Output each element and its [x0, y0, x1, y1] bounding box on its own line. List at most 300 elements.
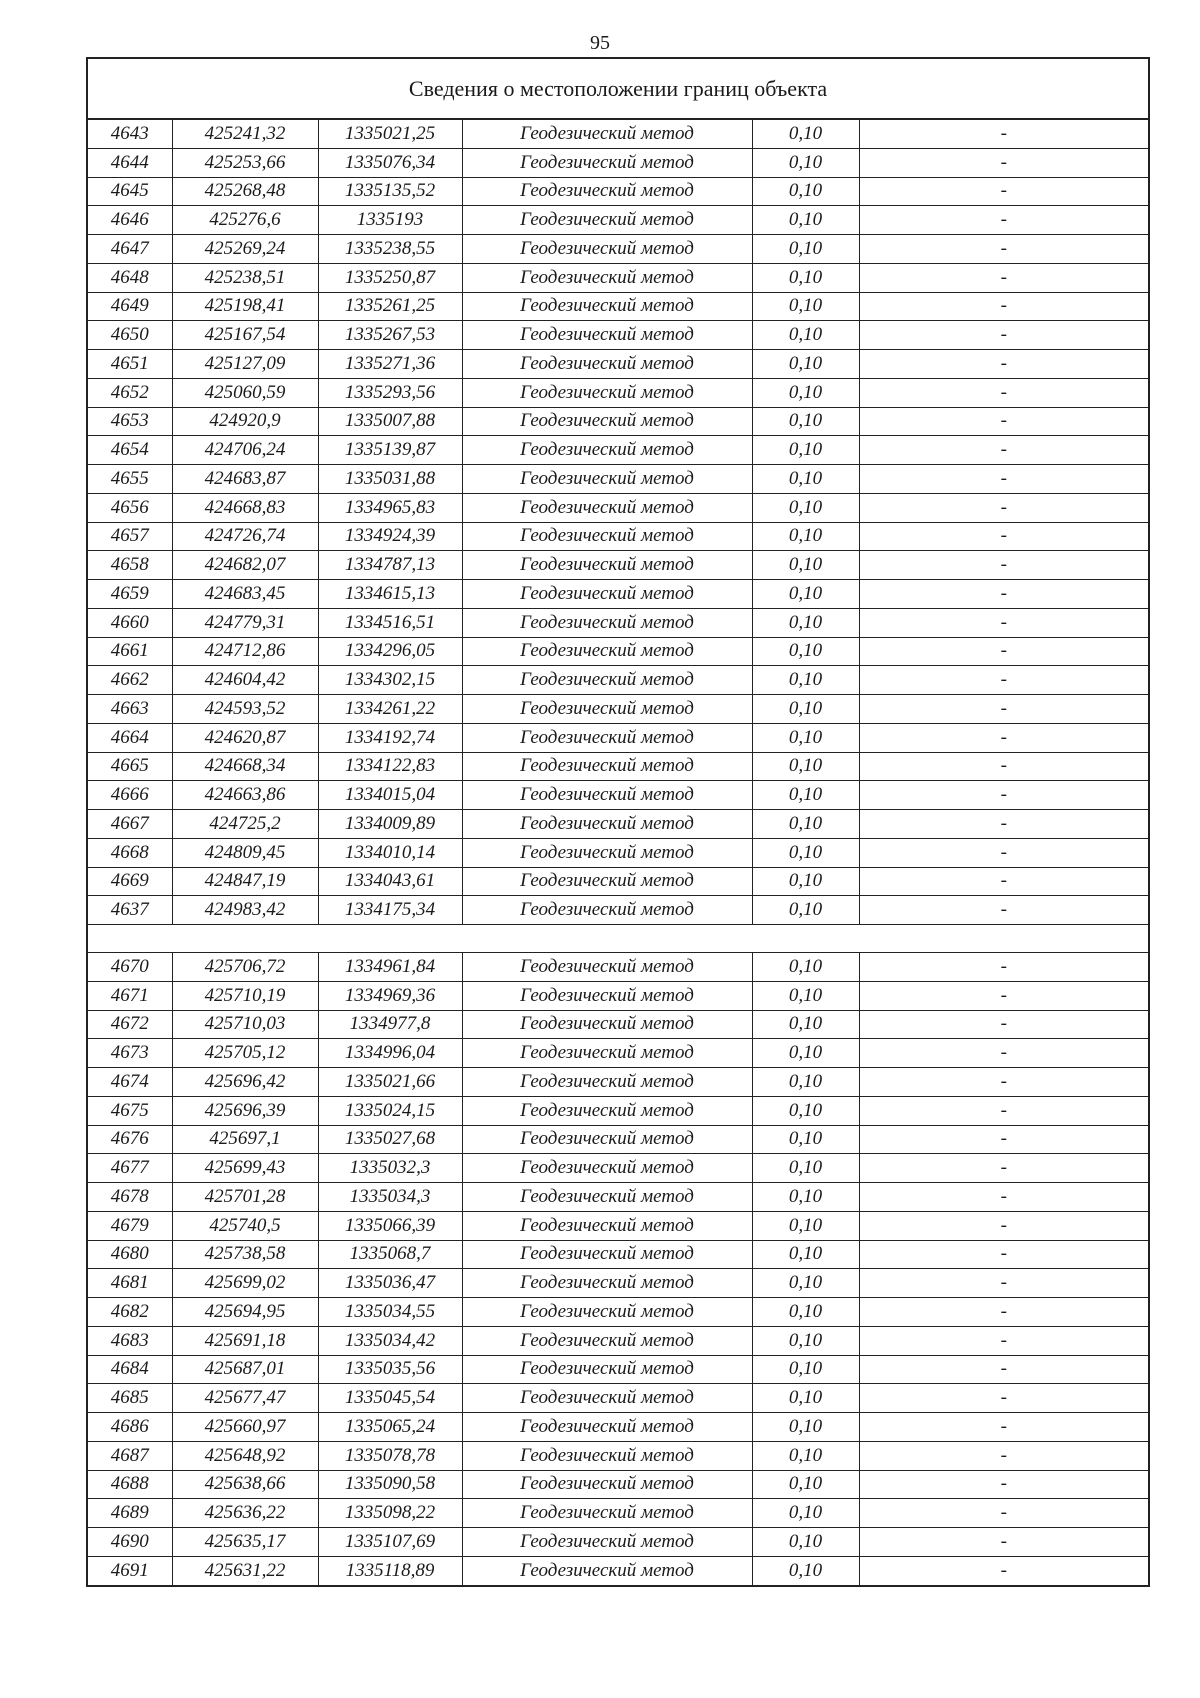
- accuracy-cell: 0,10: [752, 292, 859, 321]
- x-coordinate-cell: 425127,09: [172, 350, 318, 379]
- point-number-cell: 4665: [87, 752, 172, 781]
- method-cell: Геодезический метод: [462, 350, 752, 379]
- method-cell: Геодезический метод: [462, 953, 752, 982]
- method-cell: Геодезический метод: [462, 1556, 752, 1585]
- method-cell: Геодезический метод: [462, 119, 752, 148]
- x-coordinate-cell: 425687,01: [172, 1355, 318, 1384]
- description-cell: -: [859, 436, 1149, 465]
- table-row: [87, 1556, 1149, 1585]
- description-cell: -: [859, 752, 1149, 781]
- x-coordinate-cell: 425660,97: [172, 1413, 318, 1442]
- description-cell: -: [859, 1068, 1149, 1097]
- y-coordinate-cell: 1335032,3: [318, 1154, 462, 1183]
- y-coordinate-cell: 1335034,55: [318, 1298, 462, 1327]
- point-number-cell: 4675: [87, 1096, 172, 1125]
- y-coordinate-cell: 1335034,3: [318, 1183, 462, 1212]
- method-cell: Геодезический метод: [462, 637, 752, 666]
- method-cell: Геодезический метод: [462, 752, 752, 781]
- method-cell: Геодезический метод: [462, 1355, 752, 1384]
- method-cell: Геодезический метод: [462, 436, 752, 465]
- table-row: [87, 465, 1149, 494]
- table-row: [87, 263, 1149, 292]
- accuracy-cell: 0,10: [752, 953, 859, 982]
- x-coordinate-cell: 424593,52: [172, 695, 318, 724]
- description-cell: -: [859, 1384, 1149, 1413]
- table-row: [87, 1240, 1149, 1269]
- accuracy-cell: 0,10: [752, 1154, 859, 1183]
- table-row: [87, 522, 1149, 551]
- accuracy-cell: 0,10: [752, 1441, 859, 1470]
- accuracy-cell: 0,10: [752, 1010, 859, 1039]
- table-row: [87, 1183, 1149, 1212]
- table-row: [87, 1125, 1149, 1154]
- x-coordinate-cell: 424668,83: [172, 493, 318, 522]
- point-number-cell: 4669: [87, 867, 172, 896]
- accuracy-cell: 0,10: [752, 810, 859, 839]
- point-number-cell: 4660: [87, 608, 172, 637]
- description-cell: -: [859, 1298, 1149, 1327]
- description-cell: -: [859, 637, 1149, 666]
- y-coordinate-cell: 1334977,8: [318, 1010, 462, 1039]
- table-row: [87, 608, 1149, 637]
- method-cell: Геодезический метод: [462, 1413, 752, 1442]
- y-coordinate-cell: 1335031,88: [318, 465, 462, 494]
- y-coordinate-cell: 1335090,58: [318, 1470, 462, 1499]
- x-coordinate-cell: 425269,24: [172, 235, 318, 264]
- description-cell: -: [859, 378, 1149, 407]
- y-coordinate-cell: 1334302,15: [318, 666, 462, 695]
- y-coordinate-cell: 1335021,25: [318, 119, 462, 148]
- x-coordinate-cell: 425740,5: [172, 1211, 318, 1240]
- y-coordinate-cell: 1335293,56: [318, 378, 462, 407]
- x-coordinate-cell: 425635,17: [172, 1528, 318, 1557]
- method-cell: Геодезический метод: [462, 810, 752, 839]
- y-coordinate-cell: 1334175,34: [318, 896, 462, 925]
- point-number-cell: 4647: [87, 235, 172, 264]
- x-coordinate-cell: 425198,41: [172, 292, 318, 321]
- table-row: [87, 1096, 1149, 1125]
- y-coordinate-cell: 1335078,78: [318, 1441, 462, 1470]
- table-row: [87, 580, 1149, 609]
- method-cell: Геодезический метод: [462, 1298, 752, 1327]
- x-coordinate-cell: 424706,24: [172, 436, 318, 465]
- x-coordinate-cell: 424983,42: [172, 896, 318, 925]
- table-row: [87, 1355, 1149, 1384]
- y-coordinate-cell: 1334122,83: [318, 752, 462, 781]
- method-cell: Геодезический метод: [462, 465, 752, 494]
- method-cell: Геодезический метод: [462, 1039, 752, 1068]
- x-coordinate-cell: 424682,07: [172, 551, 318, 580]
- group-separator-cell: [87, 925, 1149, 953]
- method-cell: Геодезический метод: [462, 981, 752, 1010]
- accuracy-cell: 0,10: [752, 1413, 859, 1442]
- accuracy-cell: 0,10: [752, 1211, 859, 1240]
- method-cell: Геодезический метод: [462, 608, 752, 637]
- description-cell: -: [859, 1470, 1149, 1499]
- x-coordinate-cell: 424809,45: [172, 838, 318, 867]
- x-coordinate-cell: 425636,22: [172, 1499, 318, 1528]
- accuracy-cell: 0,10: [752, 263, 859, 292]
- accuracy-cell: 0,10: [752, 580, 859, 609]
- description-cell: -: [859, 953, 1149, 982]
- description-cell: -: [859, 580, 1149, 609]
- y-coordinate-cell: 1335066,39: [318, 1211, 462, 1240]
- description-cell: -: [859, 1499, 1149, 1528]
- description-cell: -: [859, 723, 1149, 752]
- y-coordinate-cell: 1334969,36: [318, 981, 462, 1010]
- y-coordinate-cell: 1335007,88: [318, 407, 462, 436]
- table-row: [87, 752, 1149, 781]
- method-cell: Геодезический метод: [462, 407, 752, 436]
- table-title-row: [87, 58, 1149, 119]
- point-number-cell: 4677: [87, 1154, 172, 1183]
- accuracy-cell: 0,10: [752, 177, 859, 206]
- x-coordinate-cell: 425694,95: [172, 1298, 318, 1327]
- accuracy-cell: 0,10: [752, 1183, 859, 1212]
- description-cell: -: [859, 1183, 1149, 1212]
- point-number-cell: 4690: [87, 1528, 172, 1557]
- accuracy-cell: 0,10: [752, 551, 859, 580]
- accuracy-cell: 0,10: [752, 1125, 859, 1154]
- x-coordinate-cell: 424726,74: [172, 522, 318, 551]
- table-row: [87, 781, 1149, 810]
- accuracy-cell: 0,10: [752, 896, 859, 925]
- y-coordinate-cell: 1335036,47: [318, 1269, 462, 1298]
- point-number-cell: 4667: [87, 810, 172, 839]
- y-coordinate-cell: 1334043,61: [318, 867, 462, 896]
- table-row: [87, 810, 1149, 839]
- description-cell: -: [859, 350, 1149, 379]
- method-cell: Геодезический метод: [462, 1125, 752, 1154]
- y-coordinate-cell: 1335193: [318, 206, 462, 235]
- group-separator-row: [87, 925, 1149, 953]
- accuracy-cell: 0,10: [752, 1039, 859, 1068]
- accuracy-cell: 0,10: [752, 465, 859, 494]
- table-row: [87, 1441, 1149, 1470]
- x-coordinate-cell: 425060,59: [172, 378, 318, 407]
- y-coordinate-cell: 1334924,39: [318, 522, 462, 551]
- method-cell: Геодезический метод: [462, 1441, 752, 1470]
- point-number-cell: 4650: [87, 321, 172, 350]
- table-row: [87, 551, 1149, 580]
- method-cell: Геодезический метод: [462, 1068, 752, 1097]
- accuracy-cell: 0,10: [752, 981, 859, 1010]
- x-coordinate-cell: 425648,92: [172, 1441, 318, 1470]
- y-coordinate-cell: 1335034,42: [318, 1326, 462, 1355]
- point-number-cell: 4686: [87, 1413, 172, 1442]
- y-coordinate-cell: 1335024,15: [318, 1096, 462, 1125]
- point-number-cell: 4666: [87, 781, 172, 810]
- accuracy-cell: 0,10: [752, 1096, 859, 1125]
- method-cell: Геодезический метод: [462, 1010, 752, 1039]
- method-cell: Геодезический метод: [462, 1528, 752, 1557]
- accuracy-cell: 0,10: [752, 350, 859, 379]
- x-coordinate-cell: 425710,03: [172, 1010, 318, 1039]
- table-row: [87, 493, 1149, 522]
- point-number-cell: 4672: [87, 1010, 172, 1039]
- x-coordinate-cell: 425697,1: [172, 1125, 318, 1154]
- description-cell: -: [859, 666, 1149, 695]
- table-row: [87, 723, 1149, 752]
- point-number-cell: 4651: [87, 350, 172, 379]
- table-row: [87, 292, 1149, 321]
- accuracy-cell: 0,10: [752, 378, 859, 407]
- y-coordinate-cell: 1334615,13: [318, 580, 462, 609]
- point-number-cell: 4655: [87, 465, 172, 494]
- boundary-table-container: [86, 57, 1148, 1587]
- description-cell: -: [859, 148, 1149, 177]
- description-cell: -: [859, 235, 1149, 264]
- point-number-cell: 4649: [87, 292, 172, 321]
- x-coordinate-cell: 425253,66: [172, 148, 318, 177]
- table-row: [87, 407, 1149, 436]
- method-cell: Геодезический метод: [462, 378, 752, 407]
- y-coordinate-cell: 1334996,04: [318, 1039, 462, 1068]
- description-cell: -: [859, 1556, 1149, 1585]
- table-row: [87, 637, 1149, 666]
- x-coordinate-cell: 425706,72: [172, 953, 318, 982]
- x-coordinate-cell: 425167,54: [172, 321, 318, 350]
- table-row: [87, 1154, 1149, 1183]
- description-cell: -: [859, 1528, 1149, 1557]
- description-cell: -: [859, 1039, 1149, 1068]
- table-row: [87, 148, 1149, 177]
- method-cell: Геодезический метод: [462, 522, 752, 551]
- method-cell: Геодезический метод: [462, 838, 752, 867]
- x-coordinate-cell: 424847,19: [172, 867, 318, 896]
- point-number-cell: 4654: [87, 436, 172, 465]
- accuracy-cell: 0,10: [752, 206, 859, 235]
- point-number-cell: 4668: [87, 838, 172, 867]
- table-row: [87, 666, 1149, 695]
- y-coordinate-cell: 1335035,56: [318, 1355, 462, 1384]
- accuracy-cell: 0,10: [752, 1068, 859, 1097]
- description-cell: -: [859, 551, 1149, 580]
- method-cell: Геодезический метод: [462, 1326, 752, 1355]
- method-cell: Геодезический метод: [462, 148, 752, 177]
- table-row: [87, 1413, 1149, 1442]
- x-coordinate-cell: 424725,2: [172, 810, 318, 839]
- accuracy-cell: 0,10: [752, 148, 859, 177]
- description-cell: -: [859, 321, 1149, 350]
- description-cell: -: [859, 177, 1149, 206]
- description-cell: -: [859, 1441, 1149, 1470]
- y-coordinate-cell: 1335250,87: [318, 263, 462, 292]
- description-cell: -: [859, 781, 1149, 810]
- x-coordinate-cell: 424620,87: [172, 723, 318, 752]
- method-cell: Геодезический метод: [462, 551, 752, 580]
- table-row: [87, 350, 1149, 379]
- method-cell: Геодезический метод: [462, 1384, 752, 1413]
- description-cell: -: [859, 810, 1149, 839]
- table-row: [87, 436, 1149, 465]
- x-coordinate-cell: 424604,42: [172, 666, 318, 695]
- description-cell: -: [859, 493, 1149, 522]
- point-number-cell: 4682: [87, 1298, 172, 1327]
- y-coordinate-cell: 1334516,51: [318, 608, 462, 637]
- accuracy-cell: 0,10: [752, 1556, 859, 1585]
- y-coordinate-cell: 1335118,89: [318, 1556, 462, 1585]
- y-coordinate-cell: 1335027,68: [318, 1125, 462, 1154]
- description-cell: -: [859, 1125, 1149, 1154]
- description-cell: -: [859, 608, 1149, 637]
- accuracy-cell: 0,10: [752, 666, 859, 695]
- y-coordinate-cell: 1334010,14: [318, 838, 462, 867]
- description-cell: -: [859, 1413, 1149, 1442]
- y-coordinate-cell: 1335045,54: [318, 1384, 462, 1413]
- table-row: [87, 1298, 1149, 1327]
- description-cell: -: [859, 119, 1149, 148]
- x-coordinate-cell: 424920,9: [172, 407, 318, 436]
- description-cell: -: [859, 465, 1149, 494]
- description-cell: -: [859, 1240, 1149, 1269]
- y-coordinate-cell: 1334192,74: [318, 723, 462, 752]
- y-coordinate-cell: 1335267,53: [318, 321, 462, 350]
- point-number-cell: 4670: [87, 953, 172, 982]
- table-row: [87, 119, 1149, 148]
- y-coordinate-cell: 1335135,52: [318, 177, 462, 206]
- accuracy-cell: 0,10: [752, 838, 859, 867]
- y-coordinate-cell: 1335107,69: [318, 1528, 462, 1557]
- method-cell: Геодезический метод: [462, 1499, 752, 1528]
- y-coordinate-cell: 1334015,04: [318, 781, 462, 810]
- method-cell: Геодезический метод: [462, 1183, 752, 1212]
- method-cell: Геодезический метод: [462, 867, 752, 896]
- description-cell: -: [859, 263, 1149, 292]
- description-cell: -: [859, 407, 1149, 436]
- description-cell: -: [859, 838, 1149, 867]
- accuracy-cell: 0,10: [752, 781, 859, 810]
- y-coordinate-cell: 1335271,36: [318, 350, 462, 379]
- point-number-cell: 4645: [87, 177, 172, 206]
- point-number-cell: 4676: [87, 1125, 172, 1154]
- x-coordinate-cell: 425699,43: [172, 1154, 318, 1183]
- description-cell: -: [859, 1154, 1149, 1183]
- accuracy-cell: 0,10: [752, 752, 859, 781]
- point-number-cell: 4648: [87, 263, 172, 292]
- accuracy-cell: 0,10: [752, 436, 859, 465]
- accuracy-cell: 0,10: [752, 1384, 859, 1413]
- y-coordinate-cell: 1334965,83: [318, 493, 462, 522]
- point-number-cell: 4691: [87, 1556, 172, 1585]
- method-cell: Геодезический метод: [462, 321, 752, 350]
- y-coordinate-cell: 1335065,24: [318, 1413, 462, 1442]
- accuracy-cell: 0,10: [752, 1355, 859, 1384]
- y-coordinate-cell: 1335261,25: [318, 292, 462, 321]
- description-cell: -: [859, 867, 1149, 896]
- method-cell: Геодезический метод: [462, 292, 752, 321]
- description-cell: -: [859, 522, 1149, 551]
- accuracy-cell: 0,10: [752, 321, 859, 350]
- point-number-cell: 4663: [87, 695, 172, 724]
- point-number-cell: 4653: [87, 407, 172, 436]
- x-coordinate-cell: 425691,18: [172, 1326, 318, 1355]
- description-cell: -: [859, 1355, 1149, 1384]
- method-cell: Геодезический метод: [462, 235, 752, 264]
- method-cell: Геодезический метод: [462, 493, 752, 522]
- description-cell: -: [859, 1096, 1149, 1125]
- point-number-cell: 4688: [87, 1470, 172, 1499]
- description-cell: -: [859, 1326, 1149, 1355]
- x-coordinate-cell: 425276,6: [172, 206, 318, 235]
- point-number-cell: 4684: [87, 1355, 172, 1384]
- description-cell: -: [859, 1010, 1149, 1039]
- table-row: [87, 896, 1149, 925]
- y-coordinate-cell: 1334261,22: [318, 695, 462, 724]
- table-row: [87, 695, 1149, 724]
- point-number-cell: 4656: [87, 493, 172, 522]
- method-cell: Геодезический метод: [462, 1096, 752, 1125]
- table-row: [87, 1211, 1149, 1240]
- table-row: [87, 1010, 1149, 1039]
- table-row: [87, 378, 1149, 407]
- table-row: [87, 177, 1149, 206]
- x-coordinate-cell: 425696,39: [172, 1096, 318, 1125]
- x-coordinate-cell: 425710,19: [172, 981, 318, 1010]
- x-coordinate-cell: 425738,58: [172, 1240, 318, 1269]
- x-coordinate-cell: 425699,02: [172, 1269, 318, 1298]
- boundary-table: [86, 57, 1150, 1587]
- method-cell: Геодезический метод: [462, 781, 752, 810]
- method-cell: Геодезический метод: [462, 1240, 752, 1269]
- page-number: 95: [590, 32, 610, 54]
- x-coordinate-cell: 425238,51: [172, 263, 318, 292]
- point-number-cell: 4674: [87, 1068, 172, 1097]
- table-row: [87, 981, 1149, 1010]
- method-cell: Геодезический метод: [462, 695, 752, 724]
- point-number-cell: 4661: [87, 637, 172, 666]
- method-cell: Геодезический метод: [462, 580, 752, 609]
- table-title: Сведения о местоположении границ объекта: [87, 58, 1149, 119]
- accuracy-cell: 0,10: [752, 608, 859, 637]
- method-cell: Геодезический метод: [462, 206, 752, 235]
- point-number-cell: 4678: [87, 1183, 172, 1212]
- description-cell: -: [859, 206, 1149, 235]
- table-row: [87, 1499, 1149, 1528]
- table-row: [87, 1326, 1149, 1355]
- x-coordinate-cell: 424668,34: [172, 752, 318, 781]
- y-coordinate-cell: 1335098,22: [318, 1499, 462, 1528]
- accuracy-cell: 0,10: [752, 723, 859, 752]
- x-coordinate-cell: 424683,45: [172, 580, 318, 609]
- y-coordinate-cell: 1335021,66: [318, 1068, 462, 1097]
- method-cell: Геодезический метод: [462, 263, 752, 292]
- method-cell: Геодезический метод: [462, 1154, 752, 1183]
- method-cell: Геодезический метод: [462, 896, 752, 925]
- point-number-cell: 4687: [87, 1441, 172, 1470]
- point-number-cell: 4658: [87, 551, 172, 580]
- table-row: [87, 206, 1149, 235]
- accuracy-cell: 0,10: [752, 1528, 859, 1557]
- x-coordinate-cell: 425241,32: [172, 119, 318, 148]
- x-coordinate-cell: 425677,47: [172, 1384, 318, 1413]
- point-number-cell: 4652: [87, 378, 172, 407]
- x-coordinate-cell: 424712,86: [172, 637, 318, 666]
- y-coordinate-cell: 1335076,34: [318, 148, 462, 177]
- table-row: [87, 1384, 1149, 1413]
- accuracy-cell: 0,10: [752, 867, 859, 896]
- table-row: [87, 867, 1149, 896]
- x-coordinate-cell: 424683,87: [172, 465, 318, 494]
- accuracy-cell: 0,10: [752, 637, 859, 666]
- accuracy-cell: 0,10: [752, 1269, 859, 1298]
- point-number-cell: 4657: [87, 522, 172, 551]
- accuracy-cell: 0,10: [752, 695, 859, 724]
- table-row: [87, 1470, 1149, 1499]
- table-row: [87, 1039, 1149, 1068]
- x-coordinate-cell: 425705,12: [172, 1039, 318, 1068]
- y-coordinate-cell: 1335068,7: [318, 1240, 462, 1269]
